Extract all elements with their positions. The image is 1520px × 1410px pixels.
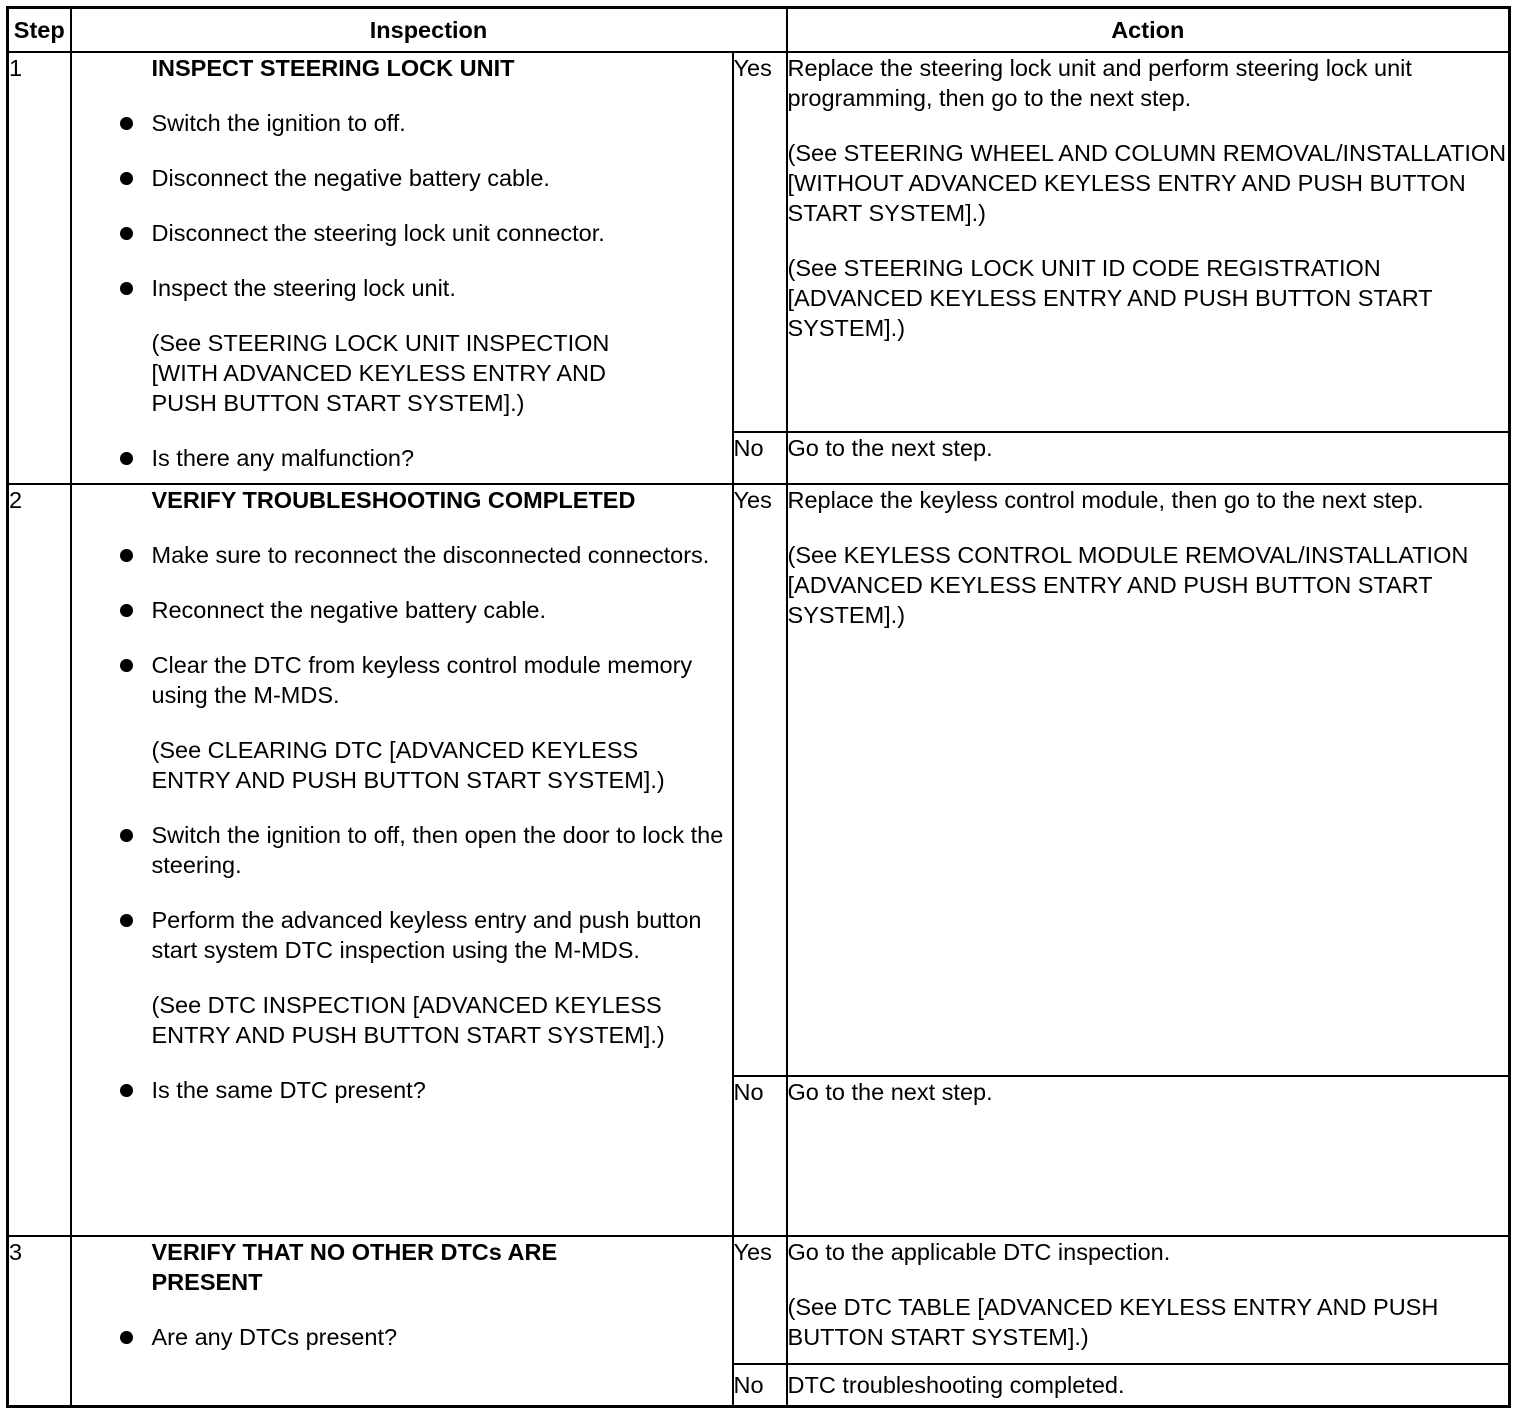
step-3-yes-row	[8, 1236, 1510, 1364]
step-2-no-action: Go to the next step.	[787, 1076, 1510, 1236]
list-item: Perform the advanced keyless entry and push button start system DTC inspection using the M-MDS.	[72, 905, 732, 965]
step-3-no-action: DTC troubleshooting completed.	[787, 1364, 1510, 1406]
step-2-yes-action: Replace the keyless control module, then go to the next step. (See KEYLESS CONTROL MODULE REMOVAL/INSTALLATION [ADVANCED KEYLESS ENTRY AND PUSH BUTTON START SYSTEM].)	[787, 484, 1510, 1076]
bullet-icon	[120, 659, 133, 672]
step-3-number: 3	[8, 1236, 71, 1406]
bullet-icon	[120, 829, 133, 842]
step-3-yes-label: Yes	[733, 1236, 787, 1364]
step-1-yes-action: Replace the steering lock unit and perform steering lock unit programming, then go to the next step. (See STEERING WHEEL AND COLUMN REMOVAL/INSTALLATION [WITHOUT ADVANCED KEYLESS ENTRY AND PUSH BUTTON START SYSTEM].) (See STEERING LOCK UNIT ID CODE REGISTRATION [ADVANCED KEYLESS ENTRY AND PUSH BUTTON START SYSTEM].)	[787, 52, 1510, 432]
list-item: Switch the ignition to off, then open the door to lock the steering.	[72, 820, 732, 880]
step-2-no-label: No	[733, 1076, 787, 1236]
step-2-question: Is the same DTC present?	[72, 1075, 732, 1105]
list-item: Disconnect the negative battery cable.	[72, 163, 732, 193]
header-inspection: Inspection	[71, 8, 787, 53]
list-item: Make sure to reconnect the disconnected connectors.	[72, 540, 732, 570]
list-item: Clear the DTC from keyless control module memory using the M-MDS.	[72, 650, 732, 710]
list-item: Disconnect the steering lock unit connector.	[72, 218, 732, 248]
list-item: Inspect the steering lock unit.	[72, 273, 732, 303]
bullet-icon	[120, 227, 133, 240]
step-3-no-label: No	[733, 1364, 787, 1406]
step-1-no-label: No	[733, 432, 787, 484]
step-3-heading: VERIFY THAT NO OTHER DTCs ARE PRESENT	[151, 1239, 558, 1295]
step-3-yes-action: Go to the applicable DTC inspection. (See DTC TABLE [ADVANCED KEYLESS ENTRY AND PUSH BUTTON START SYSTEM].)	[787, 1236, 1510, 1364]
step-2-reference-note-2: (See DTC INSPECTION [ADVANCED KEYLESS ENTRY AND PUSH BUTTON START SYSTEM].)	[151, 992, 665, 1048]
bullet-icon	[120, 117, 133, 130]
step-2-yes-row	[8, 484, 1510, 1076]
step-2-reference-note-1: (See CLEARING DTC [ADVANCED KEYLESS ENTRY AND PUSH BUTTON START SYSTEM].)	[151, 737, 665, 793]
step-1-number: 1	[8, 52, 71, 484]
list-item: Switch the ignition to off.	[72, 108, 732, 138]
bullet-icon	[120, 914, 133, 927]
bullet-icon	[120, 1084, 133, 1097]
step-2-heading: VERIFY TROUBLESHOOTING COMPLETED	[151, 487, 636, 513]
troubleshooting-table	[6, 6, 1511, 1408]
step-1-heading: INSPECT STEERING LOCK UNIT	[151, 55, 515, 81]
bullet-icon	[120, 549, 133, 562]
step-3-question: Are any DTCs present?	[72, 1322, 732, 1352]
bullet-icon	[120, 1331, 133, 1344]
list-item: Reconnect the negative battery cable.	[72, 595, 732, 625]
bullet-icon	[120, 604, 133, 617]
header-step: Step	[8, 8, 71, 53]
step-2-yes-label: Yes	[733, 484, 787, 1076]
step-3-inspection	[71, 1236, 733, 1406]
header-row	[8, 8, 1510, 53]
bullet-icon	[120, 282, 133, 295]
step-2-number: 2	[8, 484, 71, 1236]
step-1-question: Is there any malfunction?	[72, 443, 732, 473]
header-action: Action	[787, 8, 1510, 53]
step-2-inspection	[71, 484, 733, 1236]
step-1-yes-row	[8, 52, 1510, 432]
step-1-reference-note: (See STEERING LOCK UNIT INSPECTION [WITH ADVANCED KEYLESS ENTRY AND PUSH BUTTON START SYSTEM].)	[151, 330, 610, 416]
bullet-icon	[120, 452, 133, 465]
step-1-inspection	[71, 52, 733, 484]
step-1-no-action: Go to the next step.	[787, 432, 1510, 484]
step-1-yes-label: Yes	[733, 52, 787, 432]
bullet-icon	[120, 172, 133, 185]
